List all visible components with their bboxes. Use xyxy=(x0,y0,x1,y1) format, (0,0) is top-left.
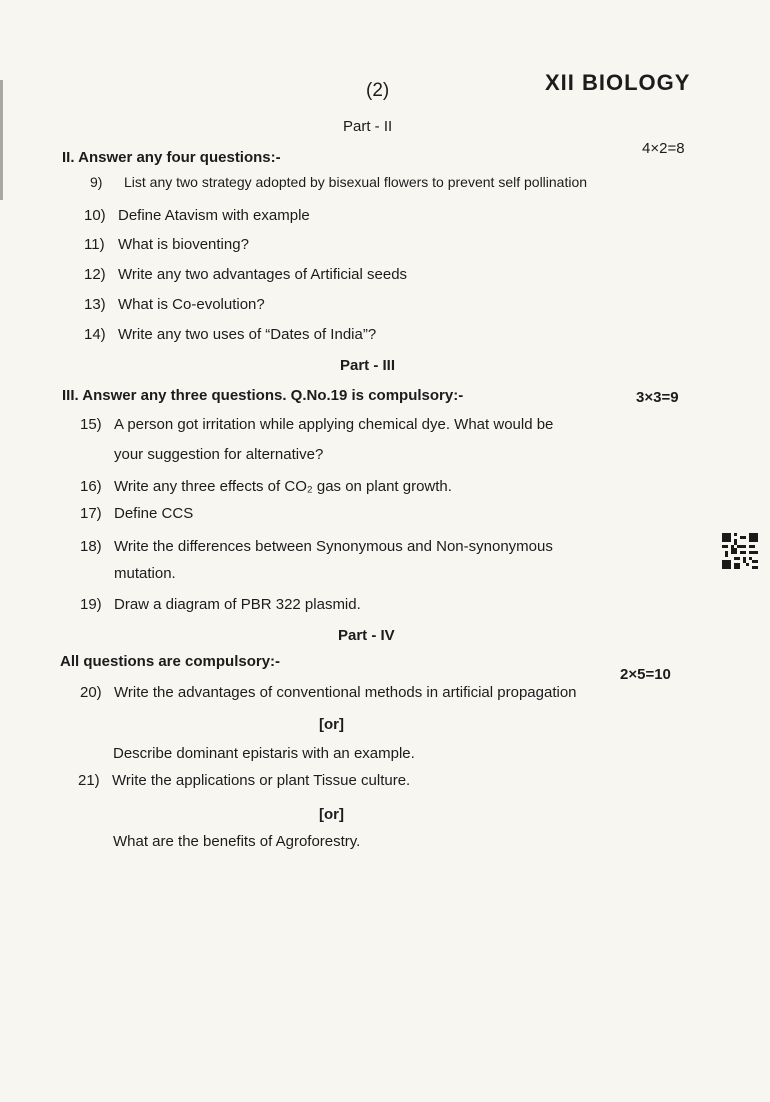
question-20-or: [or] xyxy=(319,716,344,733)
page-number: (2) xyxy=(366,80,390,101)
part-2-title: Part - II xyxy=(343,118,393,135)
question-21-or: [or] xyxy=(319,806,344,823)
question-20: 20) Write the advantages of conventional methods in artificial propagation xyxy=(80,684,577,701)
part-3-marks: 3×3=9 xyxy=(636,389,679,406)
question-15-continued: your suggestion for alternative? xyxy=(114,446,324,463)
question-14: 14) Write any two uses of “Dates of India”? xyxy=(84,326,377,343)
question-16: 16) Write any three effects of CO₂ gas on plant growth. xyxy=(80,478,452,495)
question-13: 13) What is Co-evolution? xyxy=(84,296,265,313)
question-20-alternative: Describe dominant epistaris with an example. xyxy=(113,745,415,762)
part-3-title: Part - III xyxy=(340,357,396,374)
part-2-marks: 4×2=8 xyxy=(642,140,685,157)
question-17: 17) Define CCS xyxy=(80,505,194,522)
part-3-instruction: III. Answer any three questions. Q.No.19 is compulsory:- xyxy=(62,387,464,404)
question-12: 12) Write any two advantages of Artificial seeds xyxy=(84,266,408,283)
question-21: 21) Write the applications or plant Tissue culture. xyxy=(78,772,411,789)
page-edge-shadow xyxy=(0,80,3,200)
question-10: 10) Define Atavism with example xyxy=(84,207,310,224)
question-18-continued: mutation. xyxy=(114,565,176,582)
question-15: 15) A person got irritation while applying chemical dye. What would be xyxy=(80,416,554,433)
part-2-instruction: II. Answer any four questions:- xyxy=(62,149,281,166)
part-4-title: Part - IV xyxy=(338,627,395,644)
part-4-instruction: All questions are compulsory:- xyxy=(60,653,281,670)
question-11: 11) What is bioventing? xyxy=(84,236,249,253)
question-19: 19) Draw a diagram of PBR 322 plasmid. xyxy=(80,596,361,613)
question-9: 9) List any two strategy adopted by bisexual flowers to prevent self pollination xyxy=(90,174,588,190)
question-21-alternative: What are the benefits of Agroforestry. xyxy=(113,833,361,850)
question-18: 18) Write the differences between Synonymous and Non-synonymous xyxy=(80,538,553,555)
subject-title: XII BIOLOGY xyxy=(545,70,691,95)
qr-code-icon xyxy=(722,533,758,569)
part-4-marks: 2×5=10 xyxy=(620,666,671,683)
